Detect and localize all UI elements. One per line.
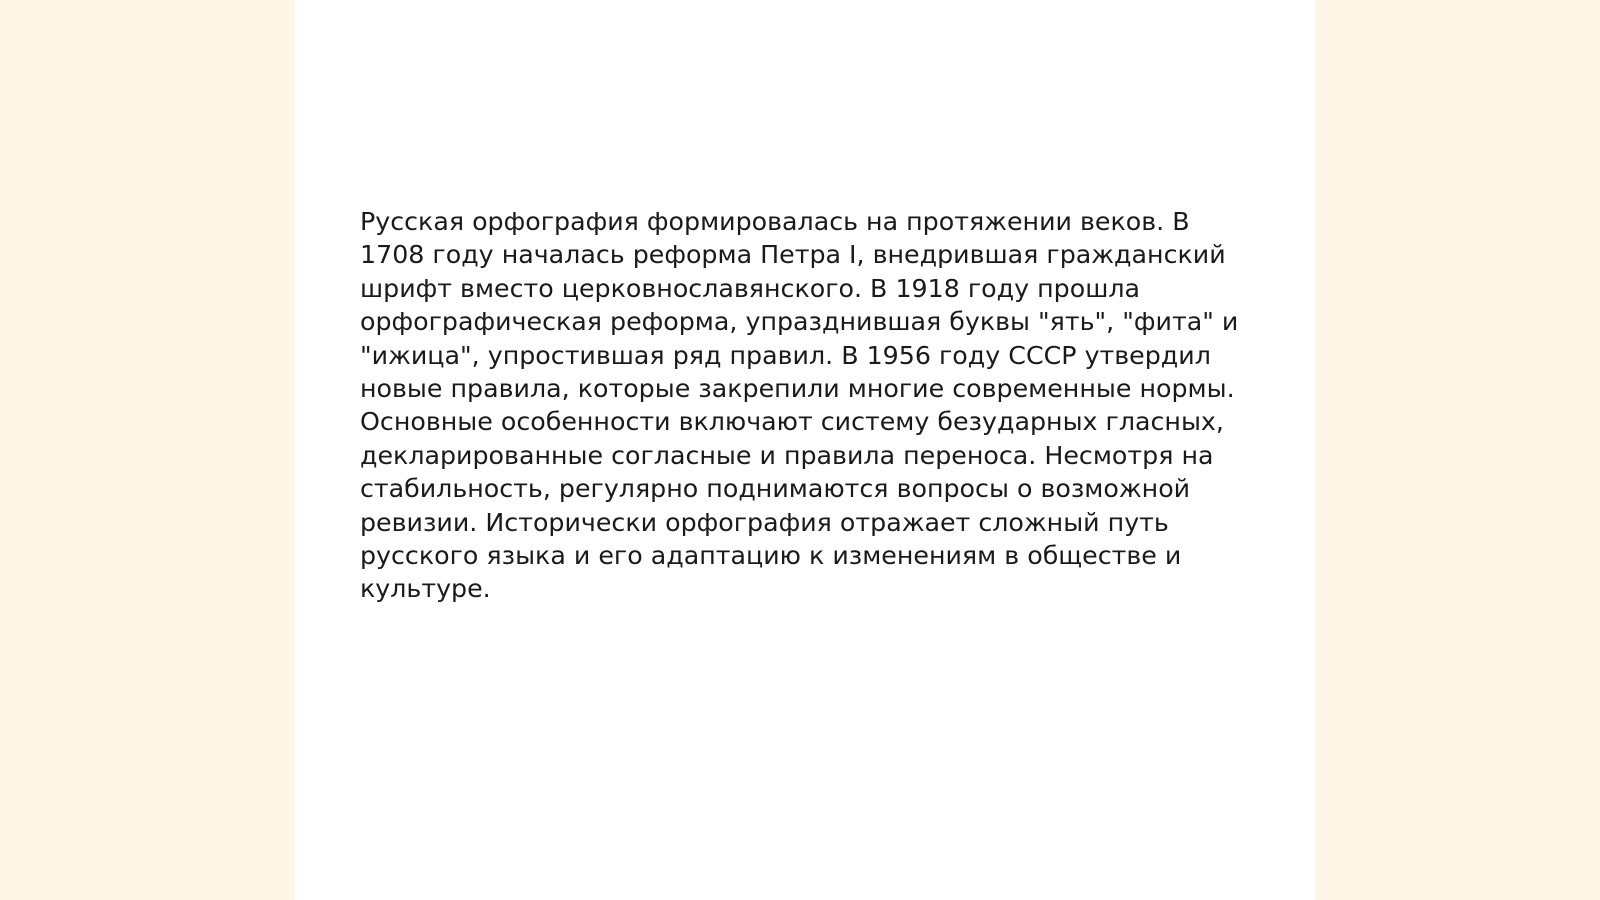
document-page (295, 0, 1315, 900)
body-paragraph: Русская орфография формировалась на протяжении веков. В 1708 году началась реформа Петра I, внедрившая гражданский шрифт вместо церковнославянского. В 1918 году прошла орфографическая реформа, упразднившая буквы "ять", "фита" и "ижица", упростившая ряд правил. В 1956 году СССР утвердил новые правила, которые закрепили многие современные нормы. Основные особенности включают систему безударных гласных, декларированные согласные и правила переноса. Несмотря на стабильность, регулярно поднимаются вопросы о возможной ревизии. Исторически орфография отражает сложный путь русского языка и его адаптацию к изменениям в обществе и культуре. (360, 207, 1239, 604)
